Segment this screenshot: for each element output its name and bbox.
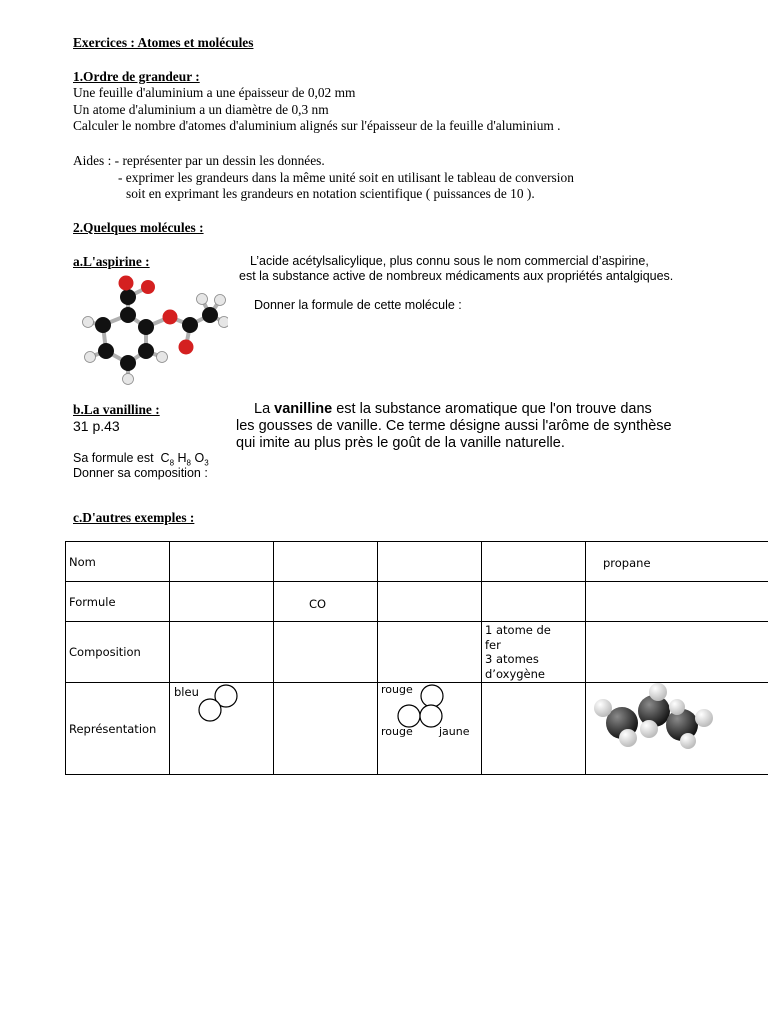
vanilline-desc-1 (254, 401, 652, 417)
formula-element: C (160, 451, 170, 465)
table-cell-bleu-model (170, 683, 274, 775)
color-label-bleu: bleu (174, 685, 199, 699)
color-label-rouge-bottom: rouge (381, 725, 413, 738)
triatomic-model-icon (392, 683, 452, 731)
vanilline-desc-post: est la substance aromatique que l'on trouve dans (332, 401, 652, 417)
aspirine-text-1: L’acide acétylsalicylique, plus connu sous le nom commercial d’aspirine, (250, 254, 649, 268)
table-row-nom (66, 542, 768, 582)
table-cell (482, 582, 586, 622)
section2-heading: 2.Quelques molécules : (73, 220, 204, 235)
section1-body (73, 85, 561, 135)
table-cell (482, 683, 586, 775)
section1-line: Un atome d'aluminium a un diamètre de 0,3 nm (73, 101, 329, 117)
row-header-formule: Formule (66, 582, 170, 622)
page-title: Exercices : Atomes et molécules (73, 35, 254, 50)
examples-table (65, 541, 768, 775)
row-header-nom: Nom (66, 542, 170, 582)
vanilline-formula-label: Sa formule est (73, 451, 154, 465)
propane-name: propane (603, 556, 651, 570)
aspirine-molecule-image (78, 275, 228, 390)
table-cell (586, 622, 768, 683)
row-header-representation: Représentation (66, 683, 170, 775)
table-cell (378, 622, 482, 683)
aides-line: soit en exprimant les grandeurs en notation scientifique ( puissances de 10 ). (126, 186, 535, 201)
section1-heading: 1.Ordre de grandeur : (73, 69, 200, 84)
formula-index: 8 (169, 458, 175, 468)
color-label-jaune: jaune (439, 725, 470, 738)
formula-element: O (194, 451, 205, 465)
propane-molecule-image (592, 683, 718, 749)
vanilline-desc-2: les gousses de vanille. Ce terme désigne aussi l'arôme de synthèse (236, 418, 672, 434)
table-cell (586, 582, 768, 622)
aides-line: - exprimer les grandeurs dans la même unité soit en utilisant le tableau de conversion (118, 169, 574, 185)
table-cell (274, 683, 378, 775)
table-row-composition (66, 622, 768, 683)
formula-index: 8 (186, 458, 191, 468)
co-formula: CO (309, 597, 327, 611)
vanilline-desc-bold: vanilline (274, 401, 333, 417)
vanilline-desc-3: qui imite au plus près le goût de la vanille naturelle. (236, 435, 565, 451)
vanilline-ref: 31 p.43 (73, 418, 120, 434)
section1-line: Une feuille d'aluminium a une épaisseur de 0,02 mm (73, 85, 356, 100)
table-cell (170, 622, 274, 683)
autres-heading: c.D'autres exemples : (73, 510, 195, 525)
diatomic-model-icon (196, 683, 246, 723)
vanilline-heading: b.La vanilline : (73, 402, 160, 417)
table-row-formule (66, 582, 768, 622)
table-cell-propane (586, 542, 768, 582)
aspirine-question: Donner la formule de cette molécule : (254, 298, 462, 312)
composition-line: 1 atome de (485, 623, 551, 637)
table-cell (274, 542, 378, 582)
aspirine-text-2: est la substance active de nombreux médicaments aux propriétés antalgiques. (239, 269, 674, 283)
table-cell (170, 582, 274, 622)
formula-index: 3 (204, 458, 209, 468)
aides-block (73, 153, 574, 203)
vanilline-composition-question: Donner sa composition : (73, 466, 208, 480)
table-cell (482, 542, 586, 582)
composition-line: fer (485, 637, 501, 652)
table-cell-propane-model (586, 683, 768, 775)
color-label-rouge-top: rouge (381, 683, 413, 696)
composition-fe-text (482, 622, 585, 682)
composition-line: d’oxygène (485, 666, 545, 681)
composition-line: 3 atomes (485, 652, 539, 666)
table-cell (378, 542, 482, 582)
table-cell (274, 622, 378, 683)
table-cell (378, 582, 482, 622)
table-cell-fe2o3 (482, 622, 586, 683)
section1-line: Calculer le nombre d'atomes d'aluminium alignés sur l'épaisseur de la feuille d'aluminium . (73, 118, 561, 133)
table-cell (170, 542, 274, 582)
aspirine-heading: a.L'aspirine : (73, 254, 150, 269)
row-header-composition: Composition (66, 622, 170, 683)
table-cell-triatomic-model (378, 683, 482, 775)
vanilline-desc-pre: La (254, 401, 275, 417)
formula-element: H (177, 451, 187, 465)
table-row-representation (66, 683, 768, 775)
table-cell-co (274, 582, 378, 622)
aides-line: Aides : - représenter par un dessin les données. (73, 153, 325, 168)
